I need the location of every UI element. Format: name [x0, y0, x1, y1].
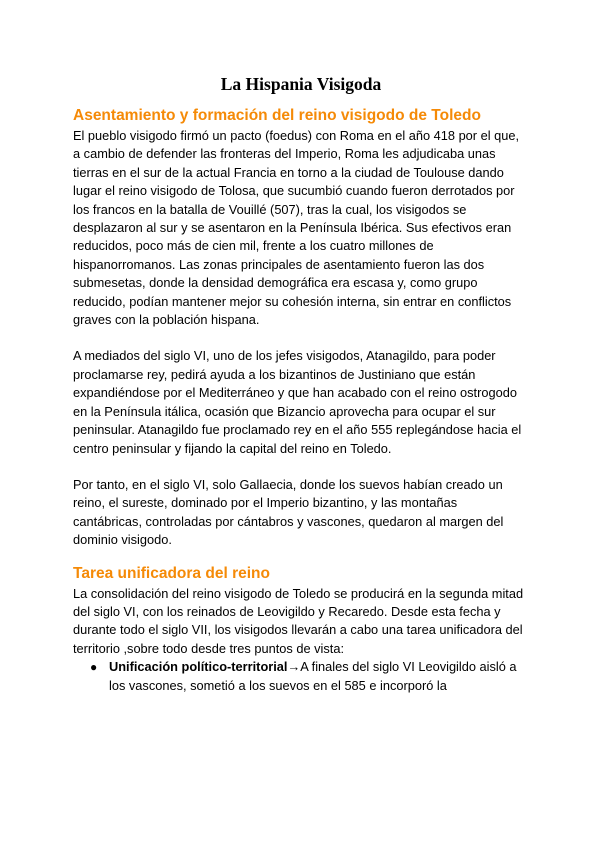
- section-heading-asentamiento: Asentamiento y formación del reino visigodo de Toledo: [73, 107, 481, 124]
- bullet-text: →A finales del siglo VI Leovigildo aisló a los vascones, sometió a los suevos en el 585 e incorporó la: [109, 659, 517, 693]
- paragraph-spacer: [73, 458, 529, 476]
- section-spacer: [73, 550, 529, 564]
- bullet-list: [73, 658, 529, 695]
- bullet-icon: ●: [90, 660, 98, 675]
- bullet-bold-label: Unificación político-territorial: [109, 659, 288, 675]
- document-title: La Hispania Visigoda: [220, 74, 382, 94]
- paragraph: A mediados del siglo VI, uno de los jefes visigodos, Atanagildo, para poder proclamarse rey, pedirá ayuda a los bizantinos de Justiniano que están expandiéndose por el Mediterráneo y que han acabado con el reino ostrogodo en la Península itálica, ocasión que Bizancio aprovecha para ocupar el sur peninsular. Atanagildo fue proclamado rey en el año 555 replegándose hacia el centro peninsular y fijando la capital del reino en Toledo.: [73, 348, 522, 456]
- section-heading-tarea-unificadora: Tarea unificadora del reino: [73, 564, 270, 582]
- list-item: [73, 658, 529, 695]
- paragraph: La consolidación del reino visigodo de Toledo se producirá en la segunda mitad del siglo VI, con los reinados de Leovigildo y Recaredo. Desde esta fecha y durante todo el siglo VII, los visigodos llevarán a cabo una tarea unificadora del territorio ,sobre todo desde tres puntos de vista:: [73, 585, 524, 656]
- paragraph: Por tanto, en el siglo VI, solo Gallaecia, donde los suevos habían creado un reino, el sureste, dominado por el Imperio bizantino, y las montañas cantábricas, controladas por cántabros y vascones, quedaron al margen del dominio visigodo.: [73, 476, 504, 548]
- paragraph-spacer: [73, 329, 529, 347]
- paragraph: El pueblo visigodo firmó un pacto (foedus) con Roma en el año 418 por el que, a cambio de defender las fronteras del Imperio, Roma les adjudicaba unas tierras en el sur de la actual Francia en torno a la ciudad de Toulouse dando lugar el reino visigodo de Tolosa, que sucumbió cuando fueron derrotados por los francos en la batalla de Vouillé (507), tras la cual, los visigodos se desplazaron al sur y se asentaron en la Península Ibérica. Sus efectivos eran reducidos, poco más de cien mil, frente a los cuatro millones de hispanorromanos. Las zonas principales de asentamiento fueron las dos submesetas, donde la densidad demográfica era escasa y, como grupo reducido, podían mantener mejor su cohesión interna, sin entrar en conflictos graves con la población hispana.: [73, 128, 520, 328]
- document-page: [73, 72, 529, 695]
